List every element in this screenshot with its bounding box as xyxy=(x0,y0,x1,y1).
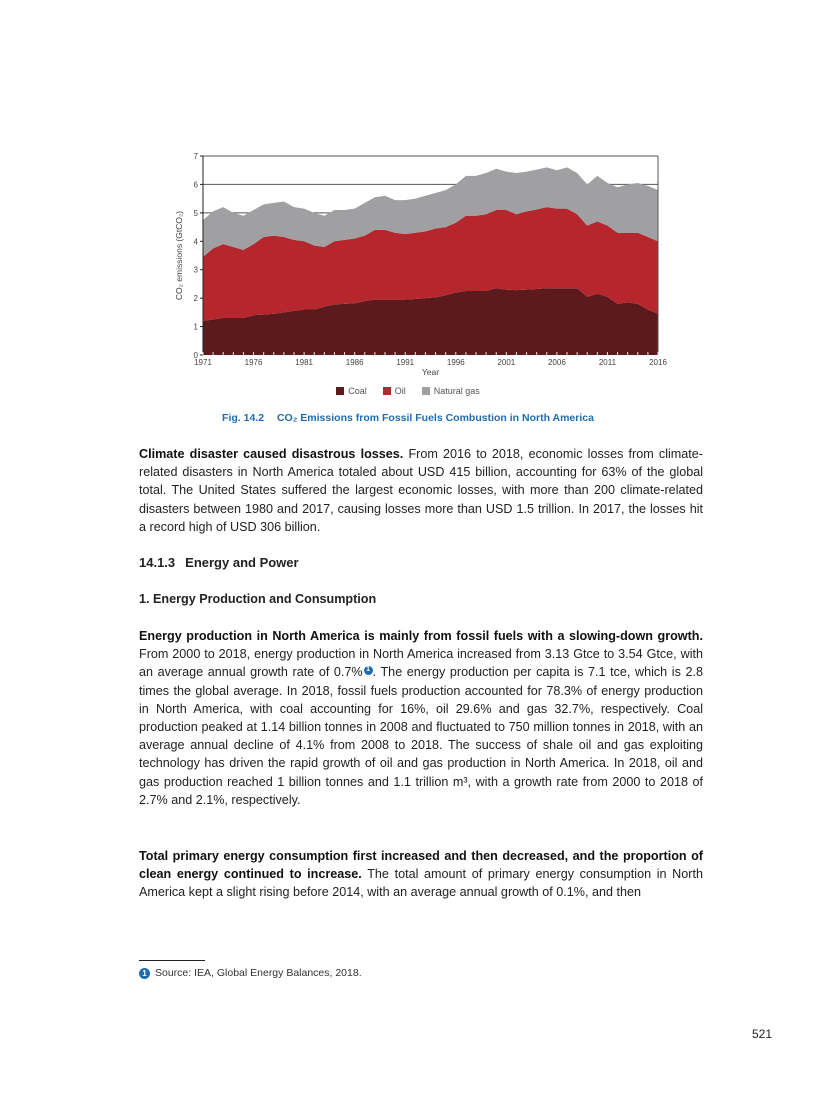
figure-caption xyxy=(0,412,816,424)
gas-swatch-icon xyxy=(422,387,430,395)
figure-number: Fig. 14.2 xyxy=(222,412,265,424)
x-axis-label: Year xyxy=(421,367,440,377)
x-tick-label: 2016 xyxy=(649,358,667,367)
x-tick-label: 1986 xyxy=(345,358,364,367)
subsection-heading: 1. Energy Production and Consumption xyxy=(139,592,377,606)
co2-emissions-chart xyxy=(170,148,680,408)
y-tick-label: 1 xyxy=(193,322,198,332)
x-tick-label: 1996 xyxy=(446,358,465,367)
x-tick-label: 1971 xyxy=(194,358,212,367)
y-tick-label: 6 xyxy=(193,180,198,190)
y-tick-label: 7 xyxy=(193,152,198,161)
footnote-text: Source: IEA, Global Energy Balances, 2018. xyxy=(155,967,362,979)
legend-item-coal: Coal xyxy=(336,386,367,396)
footnote-marker-icon: 1 xyxy=(139,968,150,979)
y-tick-label: 3 xyxy=(193,265,198,275)
oil-swatch-icon xyxy=(383,387,391,395)
footnote-ref-link[interactable]: 1 xyxy=(364,666,373,675)
y-tick-label: 2 xyxy=(193,294,198,304)
y-axis-label: CO₂ emissions (GtCO₂) xyxy=(174,210,184,301)
paragraph-energy-production: Energy production in North America is mainly from fossil fuels with a slowing-down growth. From 2000 to 2018, energy production in North America increased from 3.13 Gtce to 3.54 Gtce, with an average annual growth rate of 0.7% 1 . The energy production per capita is 7.1 tce, which is 2.8 times the global average. In 2018, fossil fuels production accounted for 78.3% of energy production in North America, with coal accounting for 16%, oil 29.6% and gas 32.7%, respectively. Coal production peaked at 1.14 billion tonnes in 2008 and fluctuated to 750 million tonnes in 2018, with an average annual decline of 4.1% from 2008 to 2018. The success of shale oil and gas exploiting technology has driven the rapid growth of oil and gas production in North America. In 2018, oil and gas production reached 1 billion tonnes and 1.1 trillion m³, with a growth rate from 2000 to 2018 of 2.7% and 2.1%, respectively. xyxy=(139,629,703,807)
x-tick-label: 2001 xyxy=(497,358,516,367)
coal-swatch-icon xyxy=(336,387,344,395)
y-tick-label: 4 xyxy=(193,237,198,247)
footnote xyxy=(139,967,362,979)
section-number: 14.1.3 xyxy=(139,555,176,570)
page-number: 521 xyxy=(752,1027,773,1041)
paragraph-energy-consumption: Total primary energy consumption first increased and then decreased, and the proportion of clean energy continued to increase. The total amount of primary energy consumption in North America kept a slight rising before 2014, with an average annual growth of 0.1%, and then xyxy=(139,849,703,900)
legend-item-gas: Natural gas xyxy=(422,386,480,396)
x-tick-label: 2006 xyxy=(547,358,566,367)
chart-legend xyxy=(0,386,816,396)
x-tick-label: 1991 xyxy=(396,358,415,367)
stacked-area-chart xyxy=(170,148,680,388)
paragraph-lead: Total primary energy consumption first increased and then decreased, and the proportion of clean energy continued to increase. xyxy=(139,849,703,882)
section-heading xyxy=(139,555,299,570)
section-title: Energy and Power xyxy=(185,555,299,570)
legend-item-oil: Oil xyxy=(383,386,406,396)
figure-title: CO₂ Emissions from Fossil Fuels Combustion in North America xyxy=(276,412,594,424)
paragraph-lead: Energy production in North America is mainly from fossil fuels with a slowing-down growth. xyxy=(139,629,703,643)
paragraph-lead: Climate disaster caused disastrous losses. xyxy=(139,447,404,461)
paragraph-climate-losses: Climate disaster caused disastrous losses. From 2016 to 2018, economic losses from climate-related disasters in North America totaled about USD 415 billion, accounting for 63% of the global total. The United States suffered the largest economic losses, with more than 200 climate-related disasters between 1980 and 2017, causing losses more than USD 1.5 trillion. In 2017, the losses hit a record high of USD 306 billion. xyxy=(139,447,703,534)
y-tick-label: 5 xyxy=(193,208,198,218)
x-tick-label: 1981 xyxy=(295,358,314,367)
y-tick-label: 0 xyxy=(193,351,198,360)
x-tick-label: 2011 xyxy=(598,358,617,367)
x-tick-label: 1976 xyxy=(244,358,263,367)
footnote-divider xyxy=(139,960,205,961)
